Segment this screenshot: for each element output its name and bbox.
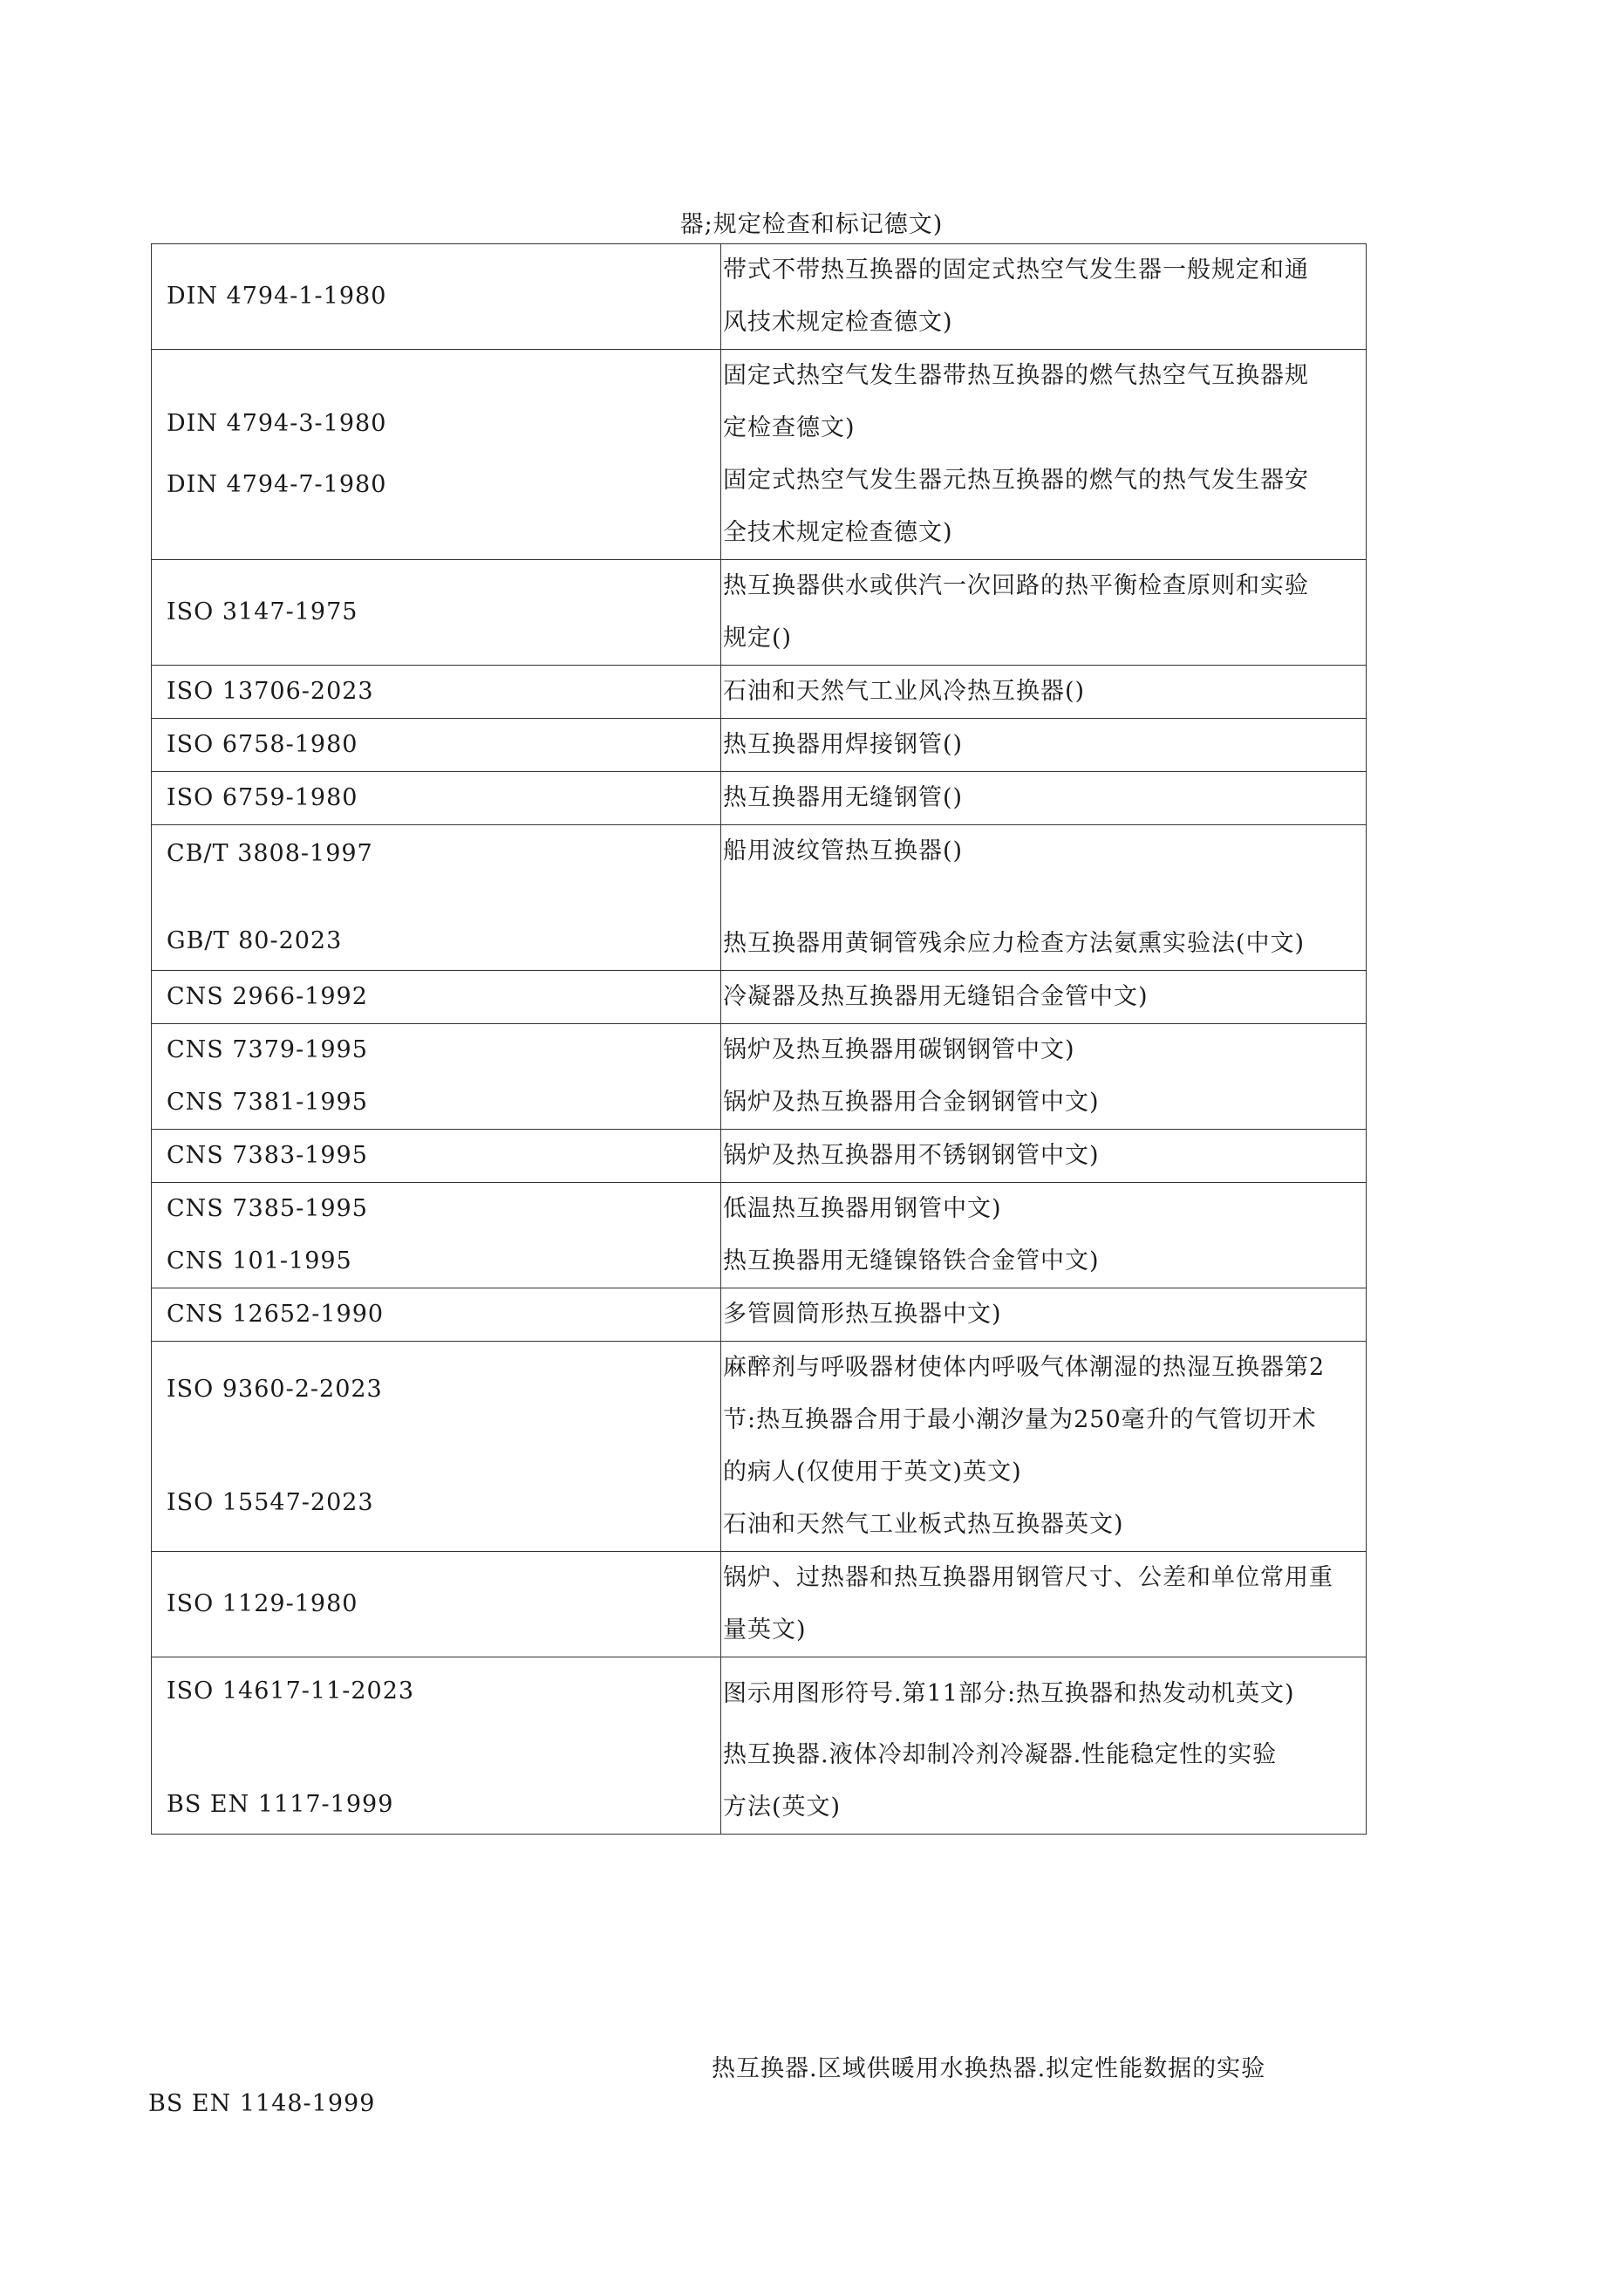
standard-code: ISO 6759-1980 <box>167 784 358 811</box>
table-row <box>152 772 1367 825</box>
standard-code: CB/T 3808-1997 <box>167 840 373 867</box>
standard-title-line: 热互换器供水或供汽一次回路的热平衡检查原则和实验 <box>723 572 1309 599</box>
standard-title-cell <box>721 666 1367 719</box>
standard-code: ISO 3147-1975 <box>167 598 358 625</box>
standard-code-cell <box>152 1024 721 1130</box>
standard-code-cell <box>152 666 721 719</box>
table-row <box>152 560 1367 666</box>
standard-code: CNS 7383-1995 <box>167 1142 368 1169</box>
standard-code: CNS 7381-1995 <box>167 1089 368 1116</box>
table-row <box>152 1657 1367 1835</box>
standard-title-line: 麻醉剂与呼吸器材使体内呼吸气体潮湿的热湿互换器第2 <box>723 1354 1326 1381</box>
standard-title-line: 定检查德文) <box>723 414 856 441</box>
standard-title-line: 冷凝器及热互换器用无缝铝合金管中文) <box>723 983 1149 1010</box>
table-row <box>152 666 1367 719</box>
standard-title-line: 石油和天然气工业风冷热互换器() <box>723 678 1086 705</box>
table-row <box>152 1130 1367 1183</box>
standard-code-cell <box>152 1552 721 1657</box>
standard-code: ISO 1129-1980 <box>167 1590 358 1617</box>
standard-title-cell <box>721 971 1367 1024</box>
trailing-standard-title: 热互换器.区域供暖用水换热器.拟定性能数据的实验 <box>712 2055 1266 2082</box>
table-row <box>152 1342 1367 1552</box>
standard-title-cell <box>721 1342 1367 1552</box>
table-row <box>152 719 1367 772</box>
standard-code: ISO 9360-2-2023 <box>167 1376 383 1403</box>
standard-code-cell <box>152 350 721 560</box>
trailing-standard-code: BS EN 1148-1999 <box>148 2090 376 2117</box>
page-top-fragment: 器;规定检查和标记德文) <box>679 211 944 238</box>
standard-title-line: 多管圆筒形热互换器中文) <box>723 1301 1002 1328</box>
standard-title-cell <box>721 244 1367 350</box>
standard-title-line: 船用波纹管热互换器() <box>723 837 964 864</box>
standard-title-cell <box>721 350 1367 560</box>
standard-title-line: 热互换器用黄铜管残余应力检查方法氨熏实验法(中文) <box>723 930 1306 957</box>
standard-title-line: 锅炉、过热器和热互换器用钢管尺寸、公差和单位常用重 <box>723 1564 1333 1591</box>
standards-table <box>151 243 1367 1835</box>
standard-code: CNS 7379-1995 <box>167 1036 368 1063</box>
standard-title-line: 图示用图形符号.第11部分:热互换器和热发动机英文) <box>723 1680 1295 1707</box>
standard-title-cell <box>721 560 1367 666</box>
standard-title-line: 节:热互换器合用于最小潮汐量为250毫升的气管切开术 <box>723 1406 1317 1433</box>
standards-table-body <box>152 244 1367 1835</box>
standard-title-line: 量英文) <box>723 1616 807 1643</box>
standard-title-cell <box>721 1130 1367 1183</box>
standard-title-line: 固定式热空气发生器元热互换器的燃气的热气发生器安 <box>723 467 1309 494</box>
standard-title-line: 热互换器用焊接钢管() <box>723 731 964 758</box>
standard-code: ISO 15547-2023 <box>167 1489 374 1516</box>
standard-code: CNS 2966-1992 <box>167 983 368 1010</box>
table-row <box>152 971 1367 1024</box>
table-row <box>152 825 1367 971</box>
table-row <box>152 1183 1367 1288</box>
standard-code: DIN 4794-3-1980 <box>167 410 387 437</box>
standard-code-cell <box>152 1657 721 1835</box>
standard-code: GB/T 80-2023 <box>167 927 343 954</box>
standard-code-cell <box>152 772 721 825</box>
standard-title-cell <box>721 1288 1367 1342</box>
standard-title-line: 的病人(仅使用于英文)英文) <box>723 1459 1022 1486</box>
standard-code: ISO 6758-1980 <box>167 731 358 758</box>
standard-title-cell <box>721 719 1367 772</box>
standard-title-line: 风技术规定检查德文) <box>723 309 953 336</box>
standard-code-cell <box>152 1288 721 1342</box>
standard-title-line: 规定() <box>723 625 793 652</box>
standard-title-cell <box>721 1552 1367 1657</box>
standard-code: ISO 14617-11-2023 <box>167 1678 415 1705</box>
standard-code-cell <box>152 971 721 1024</box>
standard-code: ISO 13706-2023 <box>167 678 374 705</box>
standard-title-cell <box>721 772 1367 825</box>
standard-code-cell <box>152 719 721 772</box>
standard-code: DIN 4794-1-1980 <box>167 283 387 310</box>
table-row <box>152 1024 1367 1130</box>
table-row <box>152 1552 1367 1657</box>
standard-code: BS EN 1117-1999 <box>167 1791 394 1818</box>
standard-title-line: 方法(英文) <box>723 1794 842 1821</box>
standard-code-cell <box>152 244 721 350</box>
standard-code: CNS 101-1995 <box>167 1247 352 1274</box>
standard-code-cell <box>152 1130 721 1183</box>
standard-title-cell <box>721 825 1367 971</box>
standard-code: CNS 7385-1995 <box>167 1195 368 1222</box>
table-row <box>152 1288 1367 1342</box>
standard-title-cell <box>721 1024 1367 1130</box>
standard-code: DIN 4794-7-1980 <box>167 471 387 498</box>
standard-title-line: 固定式热空气发生器带热互换器的燃气热空气互换器规 <box>723 362 1309 389</box>
standard-title-cell <box>721 1183 1367 1288</box>
standard-title-line: 低温热互换器用钢管中文) <box>723 1195 1002 1222</box>
standard-code-cell <box>152 1342 721 1552</box>
standard-title-cell <box>721 1657 1367 1835</box>
standard-title-line: 锅炉及热互换器用碳钢钢管中文) <box>723 1036 1075 1063</box>
standard-code-cell <box>152 1183 721 1288</box>
table-row <box>152 244 1367 350</box>
standard-title-line: 锅炉及热互换器用不锈钢钢管中文) <box>723 1142 1100 1169</box>
standard-code: CNS 12652-1990 <box>167 1301 385 1328</box>
standard-title-line: 热互换器.液体冷却制冷剂冷凝器.性能稳定性的实验 <box>723 1741 1278 1768</box>
standard-title-line: 热互换器用无缝钢管() <box>723 784 964 811</box>
table-row <box>152 350 1367 560</box>
standard-title-line: 全技术规定检查德文) <box>723 519 953 546</box>
standard-title-line: 石油和天然气工业板式热互换器英文) <box>723 1511 1124 1538</box>
standard-title-line: 锅炉及热互换器用合金钢钢管中文) <box>723 1089 1100 1116</box>
standard-title-line: 带式不带热互换器的固定式热空气发生器一般规定和通 <box>723 256 1309 284</box>
standard-code-cell <box>152 560 721 666</box>
standard-title-line: 热互换器用无缝镍铬铁合金管中文) <box>723 1247 1100 1274</box>
standard-code-cell <box>152 825 721 971</box>
